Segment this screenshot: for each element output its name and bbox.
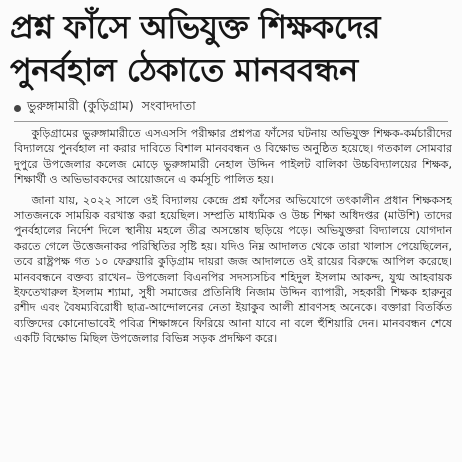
byline-role: সংবাদদাতা bbox=[141, 98, 196, 113]
byline-place: ভুরুঙ্গামারী (কুড়িগ্রাম) bbox=[27, 98, 134, 113]
article-paragraph-1: কুড়িগ্রামের ভুরুঙ্গামারীতে এসএসসি পরীক্ষার প্রশ্নপত্র ফাঁসের ঘটনায় অভিযুক্ত শিক্ষক-কর্মচারীদের বিদ্যালয়ে পুনর্বহাল না করার দাবিতে বিশাল মানববন্ধন ও বিক্ষোভ অনুষ্ঠিত হয়েছে। গতকাল সোমবার দুপুরে উপজেলার কলেজ মোড়ে ভুরুঙ্গামারী নেহাল উদ্দিন পাইলট বালিকা উচ্চবিদ্যালয়ের শিক্ষক, শিক্ষার্থী ও অভিভাবকদের আয়োজনে এ কর্মসূচি পালিত হয়। bbox=[14, 127, 452, 187]
article-paragraph-2: জানা যায়, ২০২২ সালে ওই বিদ্যালয় কেন্দ্রে প্রশ্ন ফাঁসের অভিযোগে তৎকালীন প্রধান শিক্ষকসহ সাতজনকে সাময়িক বরখাস্ত করা হয়েছিল। সম্প্রতি মাধ্যমিক ও উচ্চ শিক্ষা অধিদপ্তর (মাউশি) তাদের পুনর্বহালের নির্দেশ দিলে স্থানীয় মহলে তীব্র অসন্তোষ ছড়িয়ে পড়ে। অভিযুক্তরা বিদ্যালয়ে যোগদান করতে গেলে উত্তেজনাকর পরিস্থিতির সৃষ্টি হয়। যদিও নিম্ন আদালত থেকে তারা খালাস পেয়েছিলেন, তবে রাষ্ট্রপক্ষ গত ১০ ফেব্রুয়ারি কুড়িগ্রাম দায়রা জজ আদালতে ওই রায়ের বিরুদ্ধে আপিল করেছে। মানববন্ধনে বক্তব্য রাখেন– উপজেলা বিএনপির সদস্যসচিব শহিদুল ইসলাম আকন্দ, যুগ্ম আহবায়ক ইফতেখারুল ইসলাম শ্যামা, সুধী সমাজের প্রতিনিধি নিজাম উদ্দিন ব্যাপারী, সহকারী শিক্ষক হারুনুর রশীদ এবং বৈষম্যবিরোধী ছাত্র-আন্দোলনের নেতা ইয়াকুব আলী শ্রাবণসহ অনেকে। বক্তারা বিতর্কিত ব্যক্তিদের কোনোভাবেই পবিত্র শিক্ষাঙ্গনে ফিরিয়ে আনা যাবে না বলে হুঁশিয়ারি দেন। মানববন্ধন শেষে একটি বিক্ষোভ মিছিল উপজেলার বিভিন্ন সড়ক প্রদক্ষিণ করে। bbox=[14, 193, 452, 346]
bullet-icon bbox=[14, 105, 21, 112]
headline-line-1: প্রশ্ন ফাঁসে অভিযুক্ত শিক্ষকদের bbox=[10, 8, 381, 46]
headline bbox=[10, 6, 454, 92]
byline bbox=[14, 100, 196, 116]
divider bbox=[14, 121, 448, 122]
article-body bbox=[14, 126, 452, 458]
headline-line-2: পুনর্বহাল ঠেকাতে মানববন্ধন bbox=[10, 51, 358, 89]
